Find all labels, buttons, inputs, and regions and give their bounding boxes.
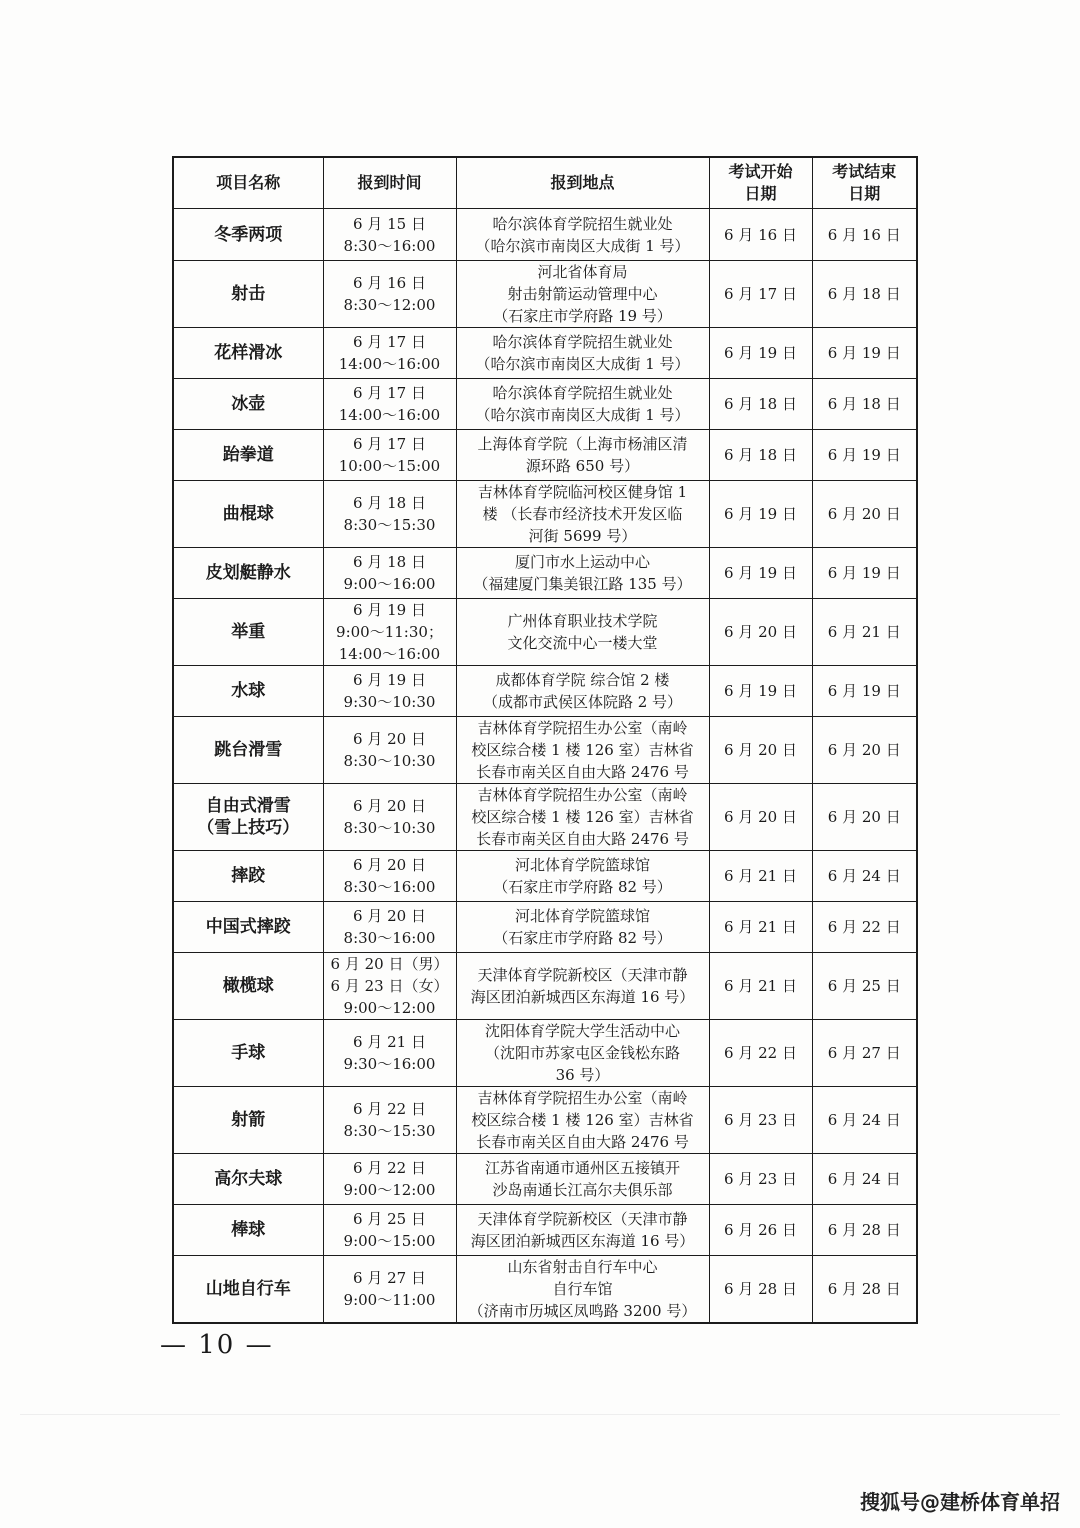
row-check-in-location: 吉林体育学院招生办公室（南岭 校区综合楼 1 楼 126 室）吉林省 长春市南关区自由大路 2476 号 — [456, 717, 709, 784]
row-project-name: 山地自行车 — [173, 1256, 323, 1324]
table-row — [173, 599, 917, 666]
row-exam-end-date: 6 月 28 日 — [812, 1256, 917, 1324]
row-exam-end-date: 6 月 19 日 — [812, 666, 917, 717]
sohu-watermark: 搜狐号@建桥体育单招 — [860, 1490, 1060, 1514]
row-exam-start-date: 6 月 18 日 — [709, 430, 812, 481]
row-check-in-time: 6 月 17 日 14:00～16:00 — [323, 328, 456, 379]
table-row — [173, 953, 917, 1020]
row-project-name: 举重 — [173, 599, 323, 666]
row-check-in-time: 6 月 18 日 9:00～16:00 — [323, 548, 456, 599]
row-exam-end-date: 6 月 19 日 — [812, 328, 917, 379]
row-exam-end-date: 6 月 25 日 — [812, 953, 917, 1020]
table-row — [173, 328, 917, 379]
row-project-name: 射箭 — [173, 1087, 323, 1154]
header-exam-start-date: 考试开始 日期 — [709, 157, 812, 209]
row-exam-start-date: 6 月 20 日 — [709, 717, 812, 784]
row-exam-start-date: 6 月 22 日 — [709, 1020, 812, 1087]
row-exam-end-date: 6 月 22 日 — [812, 902, 917, 953]
header-exam-end-date: 考试结束 日期 — [812, 157, 917, 209]
row-exam-start-date: 6 月 21 日 — [709, 902, 812, 953]
row-check-in-location: 沈阳体育学院大学生活动中心 （沈阳市苏家屯区金钱松东路 36 号） — [456, 1020, 709, 1087]
row-check-in-time: 6 月 15 日 8:30～16:00 — [323, 209, 456, 261]
row-project-name: 跳台滑雪 — [173, 717, 323, 784]
row-check-in-location: 河北体育学院篮球馆 （石家庄市学府路 82 号） — [456, 851, 709, 902]
table-row — [173, 851, 917, 902]
row-check-in-time: 6 月 16 日 8:30～12:00 — [323, 261, 456, 328]
row-check-in-time: 6 月 21 日 9:30～16:00 — [323, 1020, 456, 1087]
row-exam-start-date: 6 月 19 日 — [709, 666, 812, 717]
row-check-in-location: 天津体育学院新校区（天津市静 海区团泊新城西区东海道 16 号） — [456, 1205, 709, 1256]
table-row — [173, 1154, 917, 1205]
row-exam-start-date: 6 月 17 日 — [709, 261, 812, 328]
row-check-in-location: 江苏省南通市通州区五接镇开 沙岛南通长江高尔夫俱乐部 — [456, 1154, 709, 1205]
row-exam-end-date: 6 月 19 日 — [812, 430, 917, 481]
header-check-in-location: 报到地点 — [456, 157, 709, 209]
row-exam-end-date: 6 月 21 日 — [812, 599, 917, 666]
row-project-name: 自由式滑雪 （雪上技巧） — [173, 784, 323, 851]
row-exam-start-date: 6 月 19 日 — [709, 548, 812, 599]
row-project-name: 手球 — [173, 1020, 323, 1087]
row-exam-end-date: 6 月 24 日 — [812, 1154, 917, 1205]
row-exam-end-date: 6 月 28 日 — [812, 1205, 917, 1256]
row-project-name: 摔跤 — [173, 851, 323, 902]
row-project-name: 曲棍球 — [173, 481, 323, 548]
row-check-in-time: 6 月 17 日 14:00～16:00 — [323, 379, 456, 430]
table-row — [173, 1087, 917, 1154]
row-check-in-time: 6 月 22 日 9:00～12:00 — [323, 1154, 456, 1205]
row-exam-start-date: 6 月 20 日 — [709, 599, 812, 666]
row-check-in-time: 6 月 25 日 9:00～15:00 — [323, 1205, 456, 1256]
row-check-in-time: 6 月 18 日 8:30～15:30 — [323, 481, 456, 548]
row-project-name: 冬季两项 — [173, 209, 323, 261]
row-exam-start-date: 6 月 19 日 — [709, 328, 812, 379]
table-row — [173, 548, 917, 599]
row-exam-start-date: 6 月 21 日 — [709, 953, 812, 1020]
row-project-name: 花样滑冰 — [173, 328, 323, 379]
row-check-in-time: 6 月 20 日 8:30～16:00 — [323, 902, 456, 953]
table-row — [173, 784, 917, 851]
row-exam-end-date: 6 月 24 日 — [812, 851, 917, 902]
row-exam-end-date: 6 月 19 日 — [812, 548, 917, 599]
table-row — [173, 379, 917, 430]
row-exam-start-date: 6 月 19 日 — [709, 481, 812, 548]
table-row — [173, 261, 917, 328]
row-check-in-time: 6 月 19 日 9:00～11:30； 14:00～16:00 — [323, 599, 456, 666]
row-project-name: 橄榄球 — [173, 953, 323, 1020]
table-row — [173, 902, 917, 953]
row-project-name: 跆拳道 — [173, 430, 323, 481]
row-check-in-location: 天津体育学院新校区（天津市静 海区团泊新城西区东海道 16 号） — [456, 953, 709, 1020]
table-row — [173, 666, 917, 717]
row-project-name: 水球 — [173, 666, 323, 717]
page-number: — 10 — — [160, 1330, 274, 1360]
table-row — [173, 1256, 917, 1324]
row-check-in-location: 吉林体育学院招生办公室（南岭 校区综合楼 1 楼 126 室）吉林省 长春市南关区自由大路 2476 号 — [456, 784, 709, 851]
row-exam-end-date: 6 月 16 日 — [812, 209, 917, 261]
row-project-name: 射击 — [173, 261, 323, 328]
row-check-in-time: 6 月 20 日（男） 6 月 23 日（女） 9:00～12:00 — [323, 953, 456, 1020]
table-row — [173, 1020, 917, 1087]
row-exam-end-date: 6 月 20 日 — [812, 717, 917, 784]
row-exam-start-date: 6 月 28 日 — [709, 1256, 812, 1324]
row-check-in-location: 哈尔滨体育学院招生就业处 （哈尔滨市南岗区大成街 1 号） — [456, 209, 709, 261]
row-project-name: 冰壶 — [173, 379, 323, 430]
row-check-in-location: 成都体育学院 综合馆 2 楼 （成都市武侯区体院路 2 号） — [456, 666, 709, 717]
schedule-table-wrapper — [172, 156, 916, 1324]
row-project-name: 中国式摔跤 — [173, 902, 323, 953]
table-row — [173, 209, 917, 261]
row-check-in-time: 6 月 17 日 10:00～15:00 — [323, 430, 456, 481]
page-divider — [20, 1414, 1060, 1415]
registration-schedule-table — [172, 156, 918, 1324]
row-exam-end-date: 6 月 18 日 — [812, 379, 917, 430]
row-check-in-location: 广州体育职业技术学院 文化交流中心一楼大堂 — [456, 599, 709, 666]
table-header-row — [173, 157, 917, 209]
row-check-in-location: 哈尔滨体育学院招生就业处 （哈尔滨市南岗区大成街 1 号） — [456, 328, 709, 379]
row-check-in-location: 上海体育学院（上海市杨浦区清 源环路 650 号） — [456, 430, 709, 481]
row-check-in-location: 吉林体育学院临河校区健身馆 1 楼 （长春市经济技术开发区临 河街 5699 号） — [456, 481, 709, 548]
row-check-in-time: 6 月 19 日 9:30～10:30 — [323, 666, 456, 717]
row-check-in-location: 河北省体育局 射击射箭运动管理中心 （石家庄市学府路 19 号） — [456, 261, 709, 328]
row-check-in-location: 山东省射击自行车中心 自行车馆 （济南市历城区凤鸣路 3200 号） — [456, 1256, 709, 1324]
row-check-in-location: 河北体育学院篮球馆 （石家庄市学府路 82 号） — [456, 902, 709, 953]
row-project-name: 高尔夫球 — [173, 1154, 323, 1205]
row-exam-start-date: 6 月 21 日 — [709, 851, 812, 902]
header-check-in-time: 报到时间 — [323, 157, 456, 209]
row-check-in-time: 6 月 20 日 8:30～16:00 — [323, 851, 456, 902]
table-row — [173, 717, 917, 784]
row-exam-start-date: 6 月 20 日 — [709, 784, 812, 851]
row-project-name: 皮划艇静水 — [173, 548, 323, 599]
row-exam-start-date: 6 月 16 日 — [709, 209, 812, 261]
row-exam-end-date: 6 月 18 日 — [812, 261, 917, 328]
header-project-name: 项目名称 — [173, 157, 323, 209]
row-check-in-time: 6 月 22 日 8:30～15:30 — [323, 1087, 456, 1154]
row-exam-end-date: 6 月 24 日 — [812, 1087, 917, 1154]
table-row — [173, 1205, 917, 1256]
row-exam-start-date: 6 月 23 日 — [709, 1154, 812, 1205]
row-exam-end-date: 6 月 20 日 — [812, 481, 917, 548]
table-row — [173, 430, 917, 481]
row-check-in-location: 吉林体育学院招生办公室（南岭 校区综合楼 1 楼 126 室）吉林省 长春市南关区自由大路 2476 号 — [456, 1087, 709, 1154]
row-check-in-location: 哈尔滨体育学院招生就业处 （哈尔滨市南岗区大成街 1 号） — [456, 379, 709, 430]
row-exam-start-date: 6 月 26 日 — [709, 1205, 812, 1256]
row-exam-end-date: 6 月 20 日 — [812, 784, 917, 851]
row-project-name: 棒球 — [173, 1205, 323, 1256]
row-exam-start-date: 6 月 18 日 — [709, 379, 812, 430]
row-check-in-time: 6 月 27 日 9:00～11:00 — [323, 1256, 456, 1324]
row-check-in-time: 6 月 20 日 8:30～10:30 — [323, 784, 456, 851]
row-exam-end-date: 6 月 27 日 — [812, 1020, 917, 1087]
row-exam-start-date: 6 月 23 日 — [709, 1087, 812, 1154]
row-check-in-time: 6 月 20 日 8:30～10:30 — [323, 717, 456, 784]
row-check-in-location: 厦门市水上运动中心 （福建厦门集美银江路 135 号） — [456, 548, 709, 599]
table-row — [173, 481, 917, 548]
